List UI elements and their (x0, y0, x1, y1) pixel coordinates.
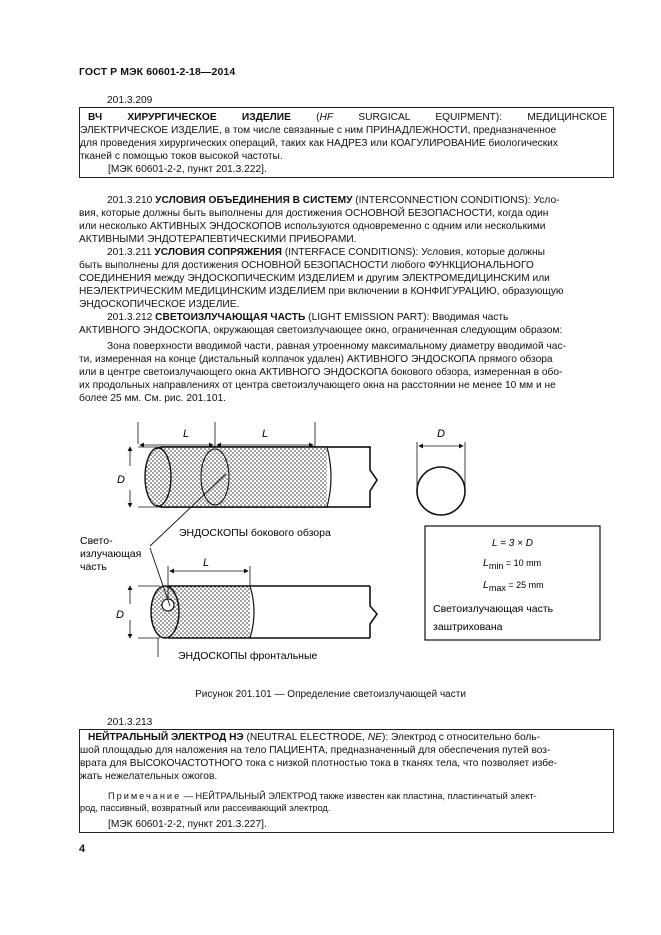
legend-note-1: Светоизлучающая часть (433, 603, 554, 615)
def-209-reference: [МЭК 60601-2-2, пункт 201.3.222]. (108, 164, 267, 175)
def-213-line4: жать нежелательных ожогов. (80, 771, 218, 782)
legend-formula: L = 3 × D (492, 538, 533, 549)
def-210-line4: АКТИВНЫМИ ЭНДОТЕРАПЕВТИЧЕСКИМИ ПРИБОРАМИ. (79, 234, 357, 245)
def-213-note-line1: Примечание — НЕЙТРАЛЬНЫЙ ЭЛЕКТРОД также известен как пластина, пластинчатый элект- (108, 791, 537, 801)
def-213-term: НЕЙТРАЛЬНЫЙ ЭЛЕКТРОД НЭ (88, 732, 244, 743)
def-212-p2-line1: Зона поверхности вводимой части, равная утроенному максимальному диаметру вводимой час- (107, 341, 566, 352)
front-hatched-area (168, 586, 250, 638)
def-213-number: 201.3.213 (107, 717, 153, 728)
side-label-L2: L (262, 428, 269, 440)
legend-note-2: заштрихована (433, 621, 503, 633)
def-213-note-line2: род, пассивный, возвратный или рассеивающий электрод. (80, 803, 331, 813)
front-break-mark (370, 586, 377, 638)
def-211-term: УСЛОВИЯ СОПРЯЖЕНИЯ (154, 247, 282, 258)
def-211-line5: ЭНДОСКОПИЧЕСКОЕ ИЗДЕЛИЕ. (79, 299, 240, 310)
def-212-p2-line3: или в центре светоизлучающего окна АКТИВНОГО ЭНДОСКОПА бокового обзора, измеренная в обо- (79, 367, 563, 378)
front-view-caption: ЭНДОСКОПЫ фронтальные (178, 650, 318, 662)
def-209-number: 201.3.209 (107, 95, 153, 106)
def-209-line4: тканей с помощью токов высокой частоты. (80, 151, 283, 162)
def-213-box (79, 729, 614, 833)
def-212-line2: АКТИВНОГО ЭНДОСКОПА, окружающая светоизлучающее окно, ограниченная следующим образом: (79, 325, 563, 336)
legend-lmax: Lmax = 25 mm (483, 579, 544, 593)
cross-section-circle (417, 467, 465, 515)
def-209-line2: ЭЛЕКТРИЧЕСКОЕ ИЗДЕЛИЕ, в том числе связанные с ним ПРИНАДЛЕЖНОСТИ, предназначенное (80, 125, 557, 136)
front-label-D: D (116, 609, 124, 621)
side-label-L1: L (183, 428, 190, 440)
def-213-reference: [МЭК 60601-2-2, пункт 201.3.227]. (108, 819, 267, 830)
def-209-line3: для проведения хирургических операций, таких как НАДРЕЗ или КОАГУЛИРОВАНИЕ биологических (80, 138, 558, 149)
page-header: ГОСТ Р МЭК 60601-2-18—2014 (79, 66, 236, 78)
figure-caption: Рисунок 201.101 — Определение светоизлучающей части (195, 689, 466, 700)
side-view-endoscope (130, 422, 380, 507)
def-210-line1: 201.3.210 УСЛОВИЯ ОБЪЕДИНЕНИЯ В СИСТЕМУ (INTERCONNECTION CONDITIONS): Усло- (107, 195, 560, 206)
def-212-p2-line2: ти, измеренная на конце (дистальный колпачок удален) АКТИВНОГО ЭНДОСКОПА прямого обзора (79, 354, 553, 365)
def-213-line2: шой площадью для наложения на тело ПАЦИЕНТА, предназначенный для обеспечения путей воз- (80, 745, 551, 756)
def-212-p2-line4: их продольных направлениях от центра светоизлучающего окна на расстоянии не менее 10 мм и не (79, 380, 556, 391)
def-211-line2: быть выполнены для достижения ОСНОВНОЙ БЕЗОПАСНОСТИ любого ФУНКЦИОНАЛЬНОГО (79, 260, 534, 271)
front-label-L: L (203, 557, 210, 569)
page-number: 4 (79, 843, 86, 855)
def-211-line3: СОЕДИНЕНИЯ между ЭНДОСКОПИЧЕСКИМ ИЗДЕЛИЕМ и другим ЭЛЕКТРОМЕДИЦИНСКИМ или (79, 273, 550, 284)
emitting-part-label-1: Свето- (80, 535, 113, 547)
legend-lmin: Lmin = 10 mm (483, 557, 542, 571)
def-210-line2: вия, которые должны быть выполнены для достижения ОСНОВНОЙ БЕЗОПАСНОСТИ, когда один (79, 208, 549, 219)
cross-section (417, 442, 465, 515)
side-hatched-area (162, 447, 327, 507)
def-213-line1: НЕЙТРАЛЬНЫЙ ЭЛЕКТРОД НЭ (NEUTRAL ELECTRODE, NE): Электрод с относительно боль- (88, 732, 541, 743)
side-label-D: D (117, 474, 125, 486)
cross-label-D: D (437, 428, 445, 440)
def-212-p2-line5: более 25 мм. См. рис. 201.101. (79, 393, 227, 404)
front-view-endoscope (130, 566, 377, 657)
def-211-line4: НЕЭЛЕКТРИЧЕСКИМ МЕДИЦИНСКИМ ИЗДЕЛИЕМ при включении в КОНФИГУРАЦИЮ, образующую (79, 286, 564, 297)
emitting-part-label-2: излучающая (80, 548, 142, 560)
emitting-part-label-3: часть (80, 561, 107, 573)
def-211-line1: 201.3.211 УСЛОВИЯ СОПРЯЖЕНИЯ (INTERFACE CONDITIONS): Условия, которые должны (107, 247, 545, 258)
def-210-line3: или несколько АКТИВНЫХ ЭНДОСКОПОВ используются одновременно с одним или несколькими (79, 221, 546, 232)
note-label: Примечание (108, 791, 182, 801)
def-209-term: ВЧ ХИРУРГИЧЕСКОЕ ИЗДЕЛИЕ (88, 112, 291, 123)
def-210-term: УСЛОВИЯ ОБЪЕДИНЕНИЯ В СИСТЕМУ (155, 195, 353, 206)
side-view-caption: ЭНДОСКОПЫ бокового обзора (179, 527, 331, 539)
def-212-line1: 201.3.212 СВЕТОИЗЛУЧАЮЩАЯ ЧАСТЬ (LIGHT EMISSION PART): Вводимая часть (107, 312, 509, 323)
def-213-line3: врата для ВЫСОКОЧАСТОТНОГО тока с низкой плотностью тока в тканях тела, что позволяет избе- (80, 758, 558, 769)
def-212-term: СВЕТОИЗЛУЧАЮЩАЯ ЧАСТЬ (155, 312, 306, 323)
def-209-line1: ВЧ ХИРУРГИЧЕСКОЕ ИЗДЕЛИЕ (HF SURGICAL EQUIPMENT): МЕДИЦИНСКОЕ (88, 112, 607, 123)
